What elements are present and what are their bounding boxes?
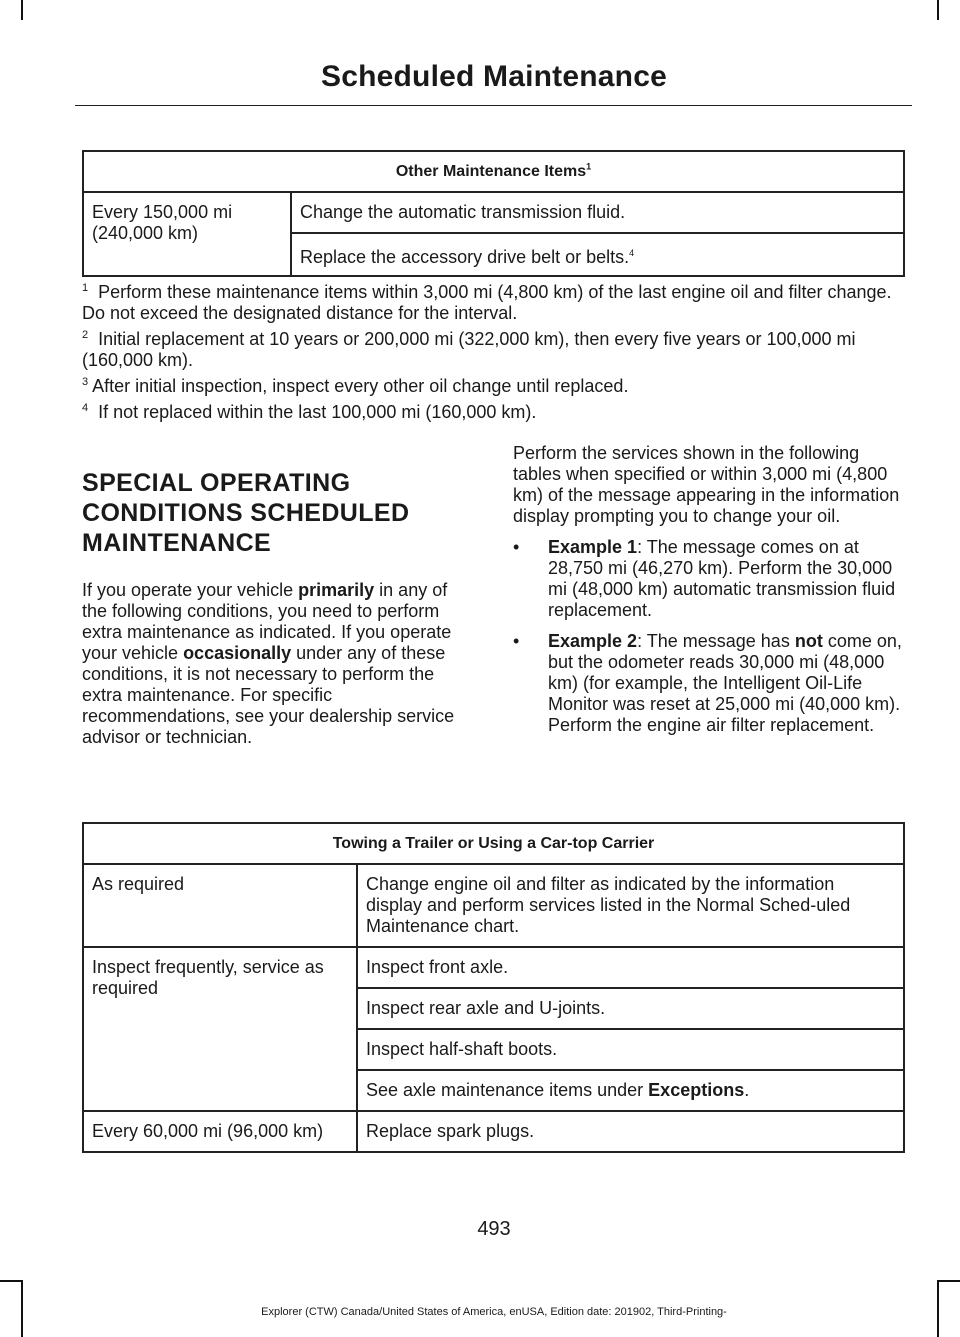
footnote: $^2$ Initial replacement at 10 years or 200,000 mi (322,000 km), then every five years or 100,000 mi (160,000 km).	[82, 329, 856, 370]
intro-paragraph: Perform the services shown in the following tables when specified or within 3,000 mi (4,800 km) of the message appearing in the information display prompting you to change your oil.	[513, 443, 900, 526]
interval-cell: Every 60,000 mi (96,000 km)	[83, 1111, 357, 1152]
list-item: • Example 1: The message comes on at 28,750 mi (46,270 km). Perform the 30,000 mi (48,000 km) automatic transmission fluid replacement.	[513, 537, 896, 620]
crop-mark-top-right	[937, 0, 939, 20]
maintenance-action: See axle maintenance items under Exceptions.	[357, 1070, 904, 1111]
right-column	[513, 443, 908, 746]
footnote: $^3$ After initial inspection, inspect every other oil change until replaced.	[82, 376, 629, 396]
examples-list	[513, 537, 908, 736]
footnotes	[82, 282, 912, 428]
maintenance-action: Inspect front axle.	[357, 947, 904, 988]
page-title: Scheduled Maintenance	[321, 60, 667, 93]
maintenance-action: Inspect rear axle and U-joints.	[357, 988, 904, 1029]
maintenance-action: Change the automatic transmission fluid.	[291, 192, 904, 233]
section-paragraph: If you operate your vehicle primarily in any of the following conditions, you need to perform extra maintenance as indicated. If you operate your vehicle occasionally under any of these conditions, it is not necessary to perform the extra maintenance. For specific recommendations, see your dealership service advisor or technician.	[82, 580, 455, 747]
footnote: $^4$ If not replaced within the last 100,000 mi (160,000 km).	[82, 402, 537, 422]
left-column	[82, 468, 477, 748]
maintenance-action: Change engine oil and filter as indicated by the information display and perform services listed in the Normal Sched-uled Maintenance chart.	[357, 864, 904, 947]
interval-cell: Every 150,000 mi (240,000 km)	[83, 192, 291, 276]
section-heading: SPECIAL OPERATING CONDITIONS SCHEDULED MAINTENANCE	[82, 469, 410, 557]
maintenance-action: Replace the accessory drive belt or belts.$^4$	[291, 233, 904, 276]
maintenance-action: Inspect half-shaft boots.	[357, 1029, 904, 1070]
table-title: Other Maintenance Items$^1$	[83, 151, 904, 192]
crop-mark-bottom-right-h	[938, 1280, 960, 1282]
maintenance-action: Replace spark plugs.	[357, 1111, 904, 1152]
other-maintenance-table	[82, 150, 905, 277]
table-title: Towing a Trailer or Using a Car-top Carrier	[83, 823, 904, 864]
list-item: • Example 2: The message has not come on, but the odometer reads 30,000 mi (48,000 km) (for example, the Intelligent Oil-Life Monitor was reset at 25,000 mi (40,000 km). Perform the engine air filter replacement.	[513, 631, 902, 735]
footnote: $^1$ Perform these maintenance items within 3,000 mi (4,800 km) of the last engine oil and filter change. Do not exceed the designated distance for the interval.	[82, 282, 892, 323]
title-rule	[75, 105, 912, 106]
crop-mark-top-left	[21, 0, 23, 20]
interval-cell: As required	[83, 864, 357, 947]
footer-text: Explorer (CTW) Canada/United States of America, enUSA, Edition date: 201902, Third-Printing-	[261, 1306, 727, 1318]
page-number: 493	[477, 1218, 511, 1240]
interval-cell: Inspect frequently, service as required	[83, 947, 357, 1111]
crop-mark-bottom-left-h	[0, 1280, 22, 1282]
towing-table	[82, 822, 905, 1153]
